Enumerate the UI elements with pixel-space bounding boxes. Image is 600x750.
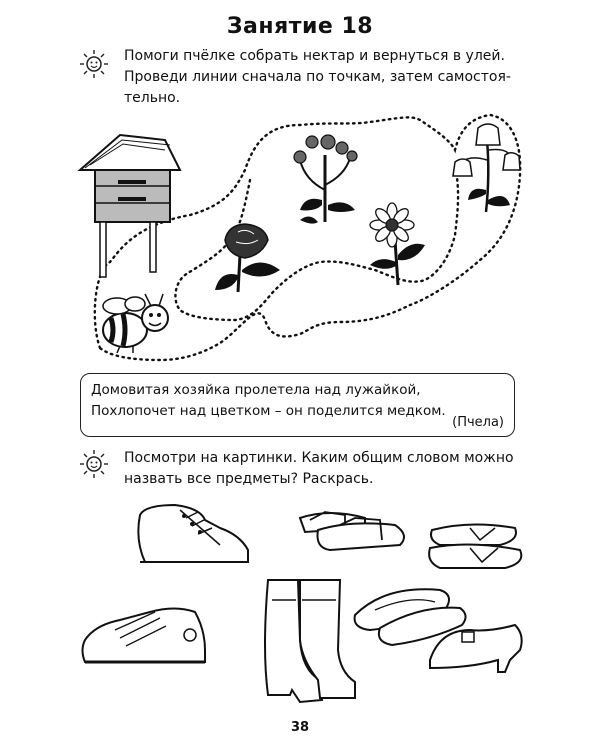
lesson-title: Занятие 18 (226, 14, 374, 39)
dotted-path-inner (175, 165, 458, 320)
riddle-line: Похлопочет над цветком – он поделится медком. (91, 403, 446, 419)
text-line: Посмотри на картинки. Каким общим словом можно (124, 450, 514, 466)
slippers-icon (300, 512, 404, 550)
sun-face-icon (80, 50, 108, 78)
sun-face-icon (80, 450, 108, 478)
text-line: Проведи линии сначала по точкам, затем самостоя- (124, 69, 511, 85)
flip-flops-icon (429, 524, 521, 568)
boot-icon (138, 505, 248, 562)
text-line: Помоги пчёлке собрать нектар и вернуться в улей. (124, 48, 505, 64)
text-line: назвать все предметы? Раскрась. (124, 471, 374, 487)
text-line: тельно. (124, 90, 181, 106)
page-number: 38 (290, 720, 310, 735)
riddle-box (80, 373, 515, 437)
task1-instructions (124, 46, 534, 109)
riddle-line: Домовитая хозяйка пролетела над лужайкой, (91, 382, 421, 398)
sneaker-icon (83, 609, 206, 663)
riddle-answer: (Пчела) (452, 415, 504, 430)
yarrow-flower-icon (294, 135, 357, 224)
high-boots-icon (265, 580, 355, 702)
daisy-flower-icon (370, 203, 425, 285)
task2-instructions (124, 448, 534, 490)
bee-icon (103, 294, 168, 353)
rose-flower-icon (215, 224, 280, 292)
beehive-icon (80, 135, 180, 277)
bellflower-icon (453, 124, 520, 212)
